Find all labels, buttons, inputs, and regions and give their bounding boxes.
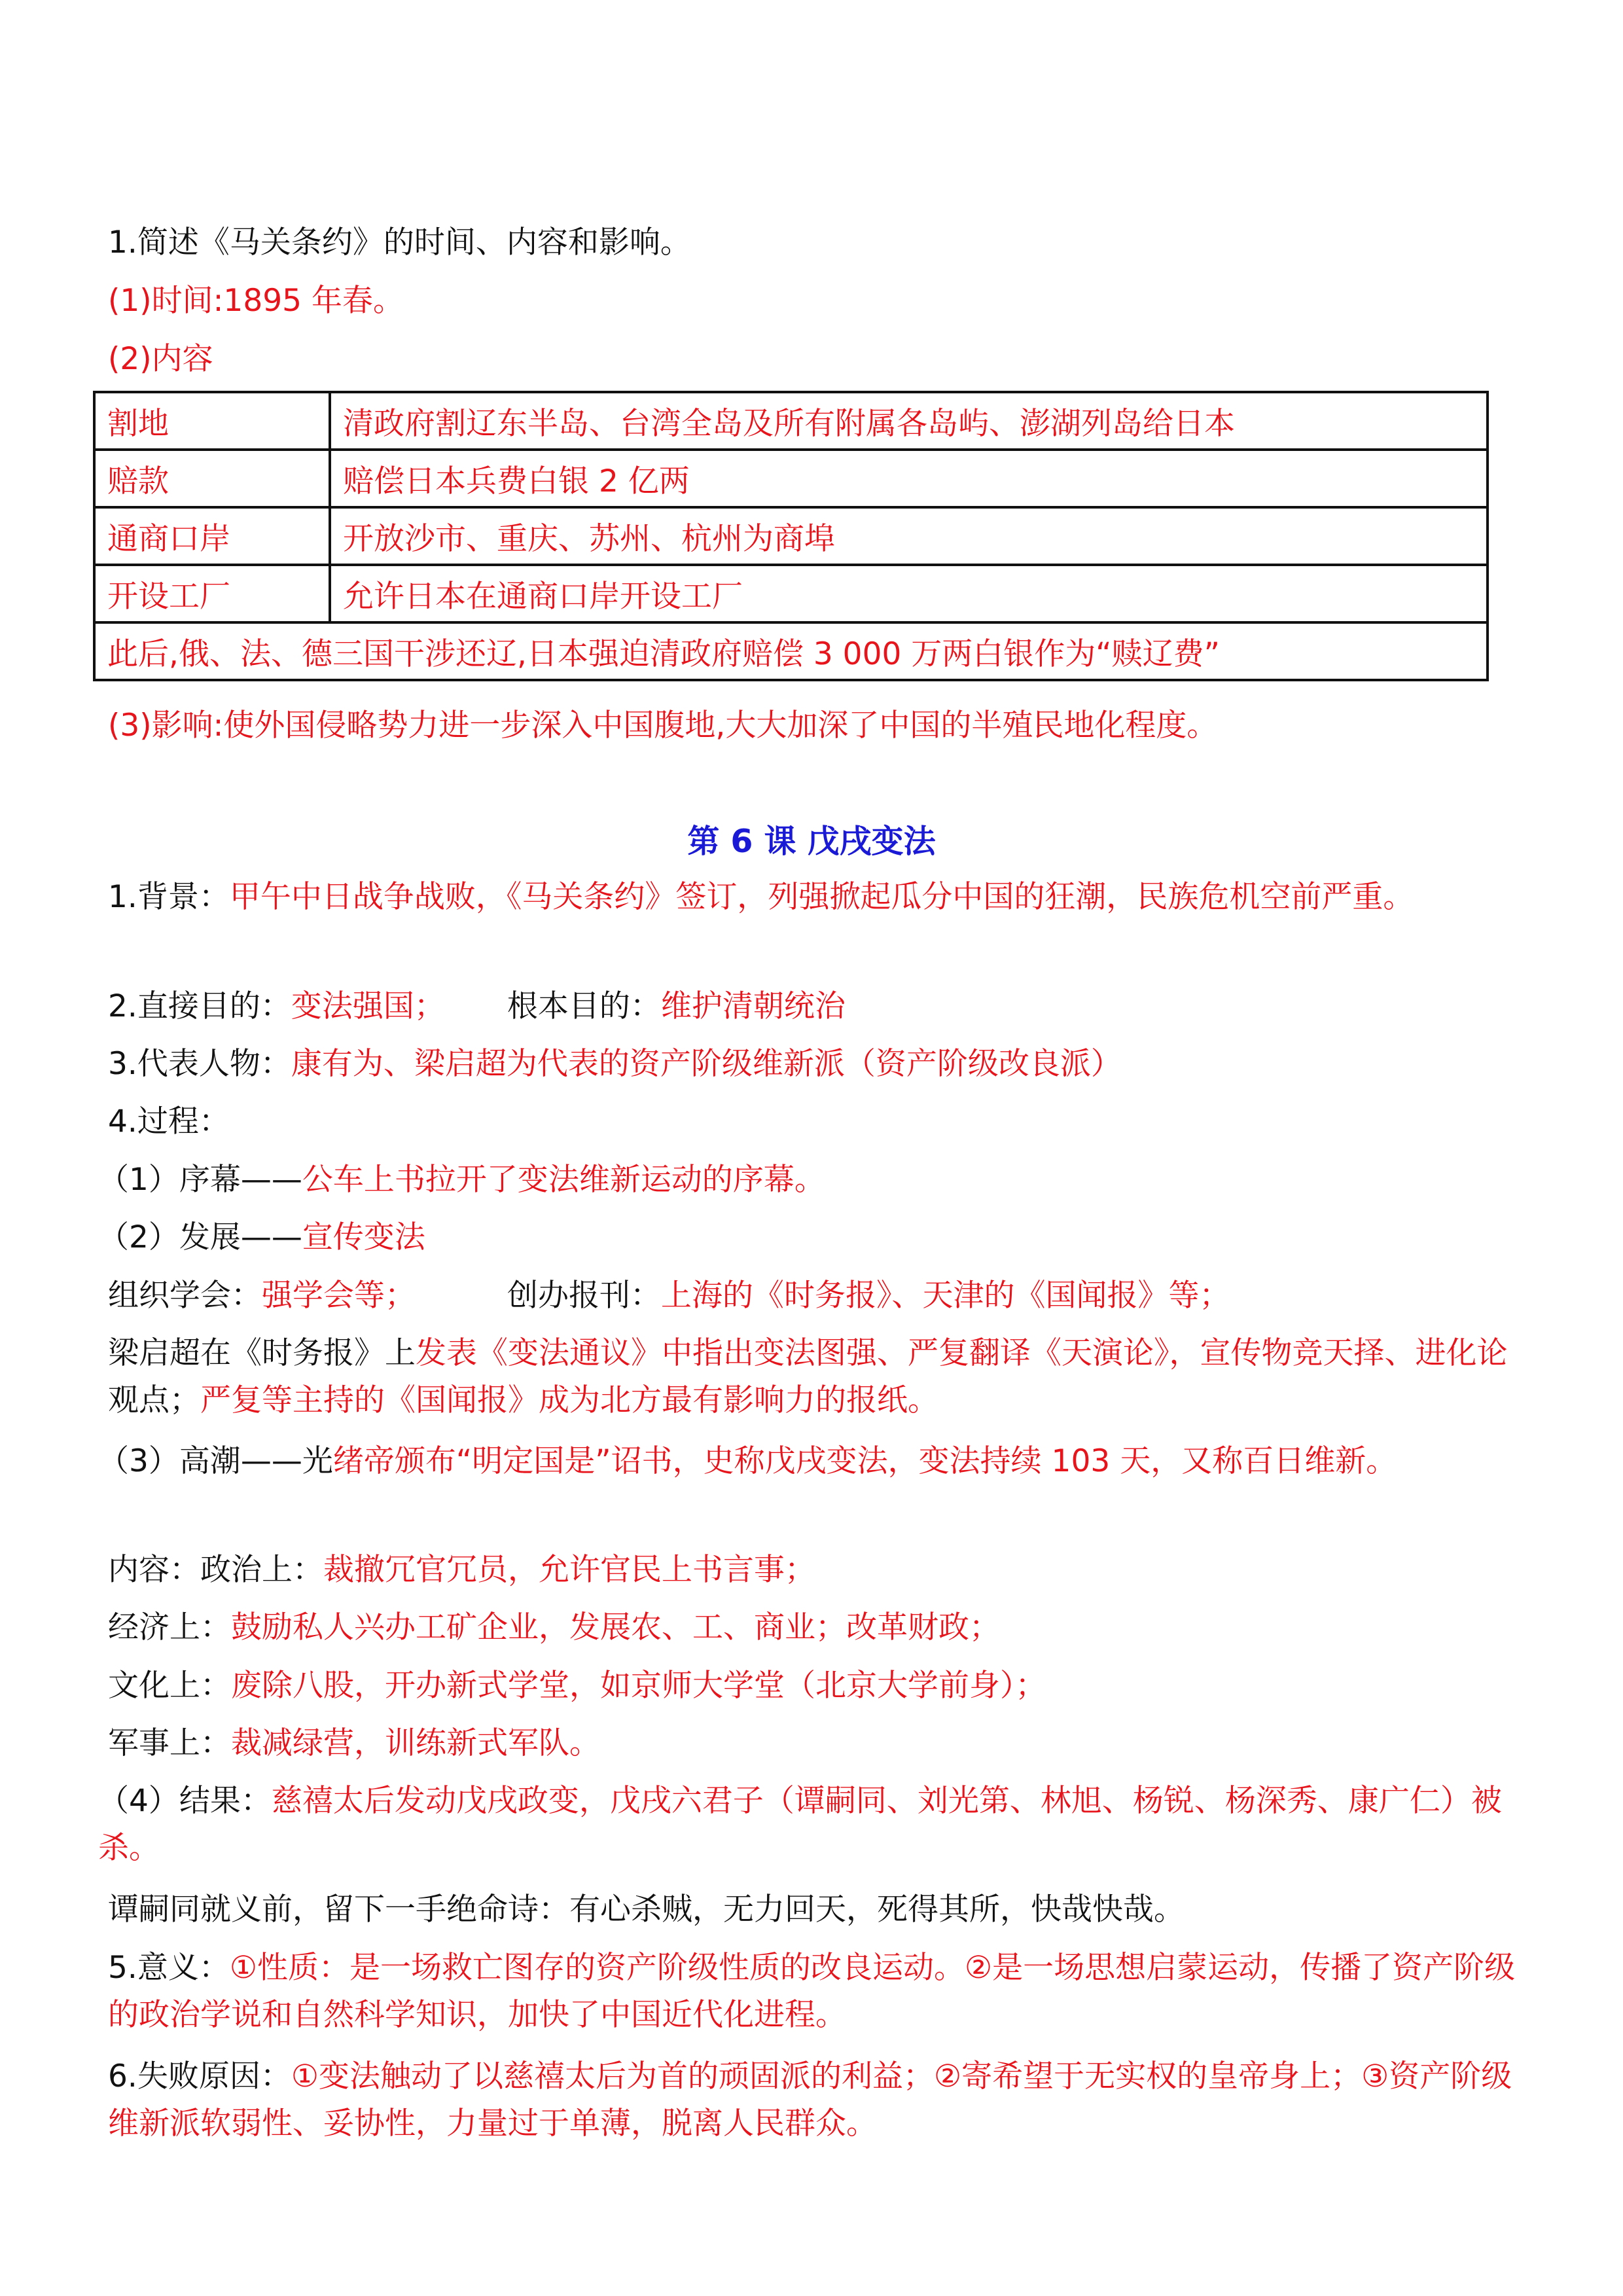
lesson-title: 第 6 课 戊戌变法 bbox=[687, 823, 936, 860]
liang-paragraph bbox=[108, 1330, 1535, 1424]
step2-label: （2）发展—— bbox=[98, 1219, 302, 1255]
politics-label: 内容：政治上： bbox=[108, 1552, 323, 1588]
org-text: 强学会等； bbox=[262, 1278, 416, 1314]
process-step-2 bbox=[98, 1214, 1525, 1261]
content-military bbox=[108, 1720, 1535, 1767]
liang-prefix: 梁启超在《时务报》上 bbox=[108, 1335, 416, 1371]
culture-label: 文化上： bbox=[108, 1668, 231, 1704]
significance-text: ①性质：是一场救亡图存的资产阶级性质的改良运动。②是一场思想启蒙运动，传播了资产阶级的政治学说和自然科学知识，加快了中国近代化进程。 bbox=[108, 1950, 1516, 2033]
military-text: 裁减绿营，训练新式军队。 bbox=[231, 1725, 600, 1761]
process-step-3 bbox=[98, 1438, 1535, 1485]
people-line bbox=[108, 1041, 1535, 1088]
table-key: 割地 bbox=[94, 392, 330, 450]
politics-text: 裁撤冗官冗员，允许官民上书言事； bbox=[323, 1552, 815, 1588]
background-text: 甲午中日战争战败，《马关条约》签订，列强掀起瓜分中国的狂潮，民族危机空前严重。 bbox=[229, 879, 1414, 915]
paper-text: 上海的《时务报》、天津的《国闻报》等； bbox=[661, 1278, 1230, 1314]
liang-text: 发表《变法通议》中指出变法图强、严复翻译《天演论》，宣传物竞天择、进化论 bbox=[416, 1335, 1508, 1371]
table-value: 赔偿日本兵费白银 2 亿两 bbox=[330, 450, 1488, 507]
paper-label: 创办报刊： bbox=[507, 1278, 661, 1314]
table-value: 允许日本在通商口岸开设工厂 bbox=[330, 565, 1488, 622]
significance-label: 5.意义： bbox=[108, 1950, 230, 1986]
people-text: 康有为、梁启超为代表的资产阶级维新派（资产阶级改良派） bbox=[291, 1046, 1122, 1082]
content-politics bbox=[108, 1547, 1535, 1594]
goal-line bbox=[108, 983, 1535, 1030]
table-row bbox=[94, 507, 1488, 565]
failure-text: ①变法触动了以慈禧太后为首的顽固派的利益；②寄希望于无实权的皇帝身上；③资产阶级维新派软弱性、妥协性，力量过于单薄，脱离人民群众。 bbox=[108, 2058, 1512, 2142]
table-value: 开放沙市、重庆、苏州、杭州为商埠 bbox=[330, 507, 1488, 565]
table-row bbox=[94, 392, 1488, 450]
liang-mid: 观点； bbox=[108, 1382, 200, 1418]
org-line bbox=[108, 1272, 1535, 1319]
table-key: 赔款 bbox=[94, 450, 330, 507]
treaty-table bbox=[93, 391, 1489, 681]
background-paragraph bbox=[108, 874, 1535, 921]
table-row bbox=[94, 622, 1488, 680]
significance-paragraph bbox=[108, 1945, 1535, 2039]
content-culture bbox=[108, 1662, 1535, 1710]
q1-title: 1.简述《马关条约》的时间、内容和影响。 bbox=[108, 224, 691, 260]
step3-label: （3）高潮——光 bbox=[98, 1443, 333, 1479]
military-label: 军事上： bbox=[108, 1725, 231, 1761]
table-key: 通商口岸 bbox=[94, 507, 330, 565]
table-row bbox=[94, 565, 1488, 622]
q1-time: (1)时间:1895 年春。 bbox=[108, 283, 404, 319]
q1-impact: (3)影响:使外国侵略势力进一步深入中国腹地,大大加深了中国的半殖民地化程度。 bbox=[108, 708, 1218, 744]
goal-label-direct: 2.直接目的： bbox=[108, 988, 291, 1024]
step2-text: 宣传变法 bbox=[302, 1219, 425, 1255]
table-value: 清政府割辽东半岛、台湾全岛及所有附属各岛屿、澎湖列岛给日本 bbox=[330, 392, 1488, 450]
org-label: 组织学会： bbox=[108, 1278, 262, 1314]
failure-label: 6.失败原因： bbox=[108, 2058, 291, 2094]
step1-label: （1）序幕—— bbox=[98, 1162, 302, 1198]
liang-text-2: 严复等主持的《国闻报》成为北方最有影响力的报纸。 bbox=[200, 1382, 938, 1418]
content-economy bbox=[108, 1604, 1535, 1651]
step4-text: 慈禧太后发动戊戌政变，戊戌六君子（谭嗣同、刘光第、林旭、杨锐、杨深秀、康广仁）被杀。 bbox=[98, 1783, 1502, 1866]
goal-text-direct: 变法强国； bbox=[291, 988, 445, 1024]
goal-text-root: 维护清朝统治 bbox=[660, 988, 846, 1024]
table-note: 此后,俄、法、德三国干涉还辽,日本强迫清政府赔偿 3 000 万两白银作为“赎辽费” bbox=[94, 622, 1488, 680]
goal-label-root: 根本目的： bbox=[507, 988, 661, 1024]
economy-label: 经济上： bbox=[108, 1609, 231, 1645]
process-label: 4.过程： bbox=[108, 1103, 230, 1139]
table-key: 开设工厂 bbox=[94, 565, 330, 622]
q1-content-heading: (2)内容 bbox=[108, 341, 213, 377]
background-label: 1.背景： bbox=[108, 879, 230, 915]
people-label: 3.代表人物： bbox=[108, 1046, 291, 1082]
tan-poem: 谭嗣同就义前，留下一手绝命诗：有心杀贼，无力回天，死得其所，快哉快哉。 bbox=[108, 1892, 1185, 1928]
step3-text: 绪帝颁布“明定国是”诏书，史称戊戌变法，变法持续 103 天，又称百日维新。 bbox=[332, 1443, 1397, 1479]
step4-label: （4）结果： bbox=[98, 1783, 272, 1819]
culture-text: 废除八股，开办新式学堂，如京师大学堂（北京大学前身）； bbox=[231, 1668, 1046, 1704]
economy-text: 鼓励私人兴办工矿企业，发展农、工、商业；改革财政； bbox=[231, 1609, 1000, 1645]
process-step-4 bbox=[98, 1778, 1535, 1872]
table-row bbox=[94, 450, 1488, 507]
step1-text: 公车上书拉开了变法维新运动的序幕。 bbox=[302, 1162, 825, 1198]
failure-paragraph bbox=[108, 2053, 1535, 2147]
process-step-1 bbox=[98, 1157, 1525, 1204]
